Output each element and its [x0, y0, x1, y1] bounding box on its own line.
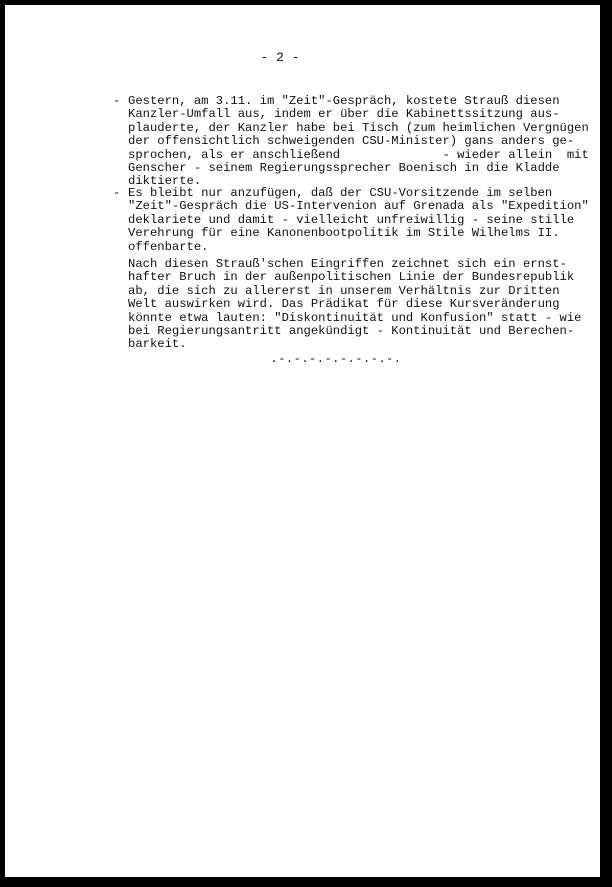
- paragraph-1: [113, 94, 589, 189]
- bullet-dash: -: [113, 186, 121, 200]
- paragraph-line: Verehrung für eine Kanonenbootpolitik im Stile Wilhelms II.: [128, 226, 560, 241]
- paragraph-line: könnte etwa lauten: "Diskontinuität und Konfusion" statt - wie: [128, 310, 582, 325]
- scan-border-right: [600, 0, 612, 887]
- paragraph-line: plauderte, der Kanzler habe bei Tisch (zum heimlichen Vergnügen: [128, 120, 589, 135]
- paragraph-3: [113, 258, 583, 352]
- bullet-dash: -: [113, 94, 121, 108]
- scan-border-top: [0, 0, 612, 5]
- paragraph-line: ab, die sich zu allererst in unserem Verhältnis zur Dritten: [128, 283, 560, 298]
- paragraph-line: - Gestern, am 3.11. im "Zeit"-Gespräch, kostete Strauß diesen: [113, 94, 560, 108]
- paragraph-2: [113, 186, 589, 254]
- paragraph-line: "Zeit"-Gespräch die US-Intervenion auf Grenada als "Expedition": [128, 199, 589, 214]
- paragraph-line: Kanzler-Umfall aus, indem er über die Kabinettssitzung aus-: [128, 107, 560, 122]
- scan-border-bottom: [0, 877, 612, 887]
- section-separator: .-.-.-.-.-.-.-.-.: [270, 352, 402, 366]
- paragraph-line: offenbarte.: [128, 239, 209, 254]
- paragraph-line: barkeit.: [128, 337, 187, 352]
- paragraph-line: deklariete und damit - vielleicht unfreiwillig - seine stille: [128, 212, 575, 227]
- paragraph-line: Genscher - seinem Regierungssprecher Boenisch in die Kladde: [128, 161, 560, 176]
- paragraph-line: Welt auswirken wird. Das Prädikat für diese Kursveränderung: [128, 297, 560, 312]
- paragraph-line: bei Regierungsantritt angekündigt - Kontinuität und Berechen-: [128, 324, 575, 339]
- paragraph-line: sprochen, als er anschließend - wieder allein mit: [128, 147, 589, 162]
- scan-border-left: [0, 0, 5, 887]
- page-number: - 2 -: [260, 50, 300, 65]
- paragraph-line: - Es bleibt nur anzufügen, daß der CSU-Vorsitzende im selben: [113, 186, 553, 200]
- paragraph-line: diktierte.: [128, 174, 202, 189]
- paragraph-line: hafter Bruch in der außenpolitischen Linie der Bundesrepublik: [128, 270, 575, 285]
- paragraph-line: Nach diesen Strauß'schen Eingriffen zeichnet sich ein ernst-: [128, 257, 567, 271]
- paragraph-line: der offensichtlich schweigenden CSU-Minister) gans anders ge-: [128, 134, 575, 149]
